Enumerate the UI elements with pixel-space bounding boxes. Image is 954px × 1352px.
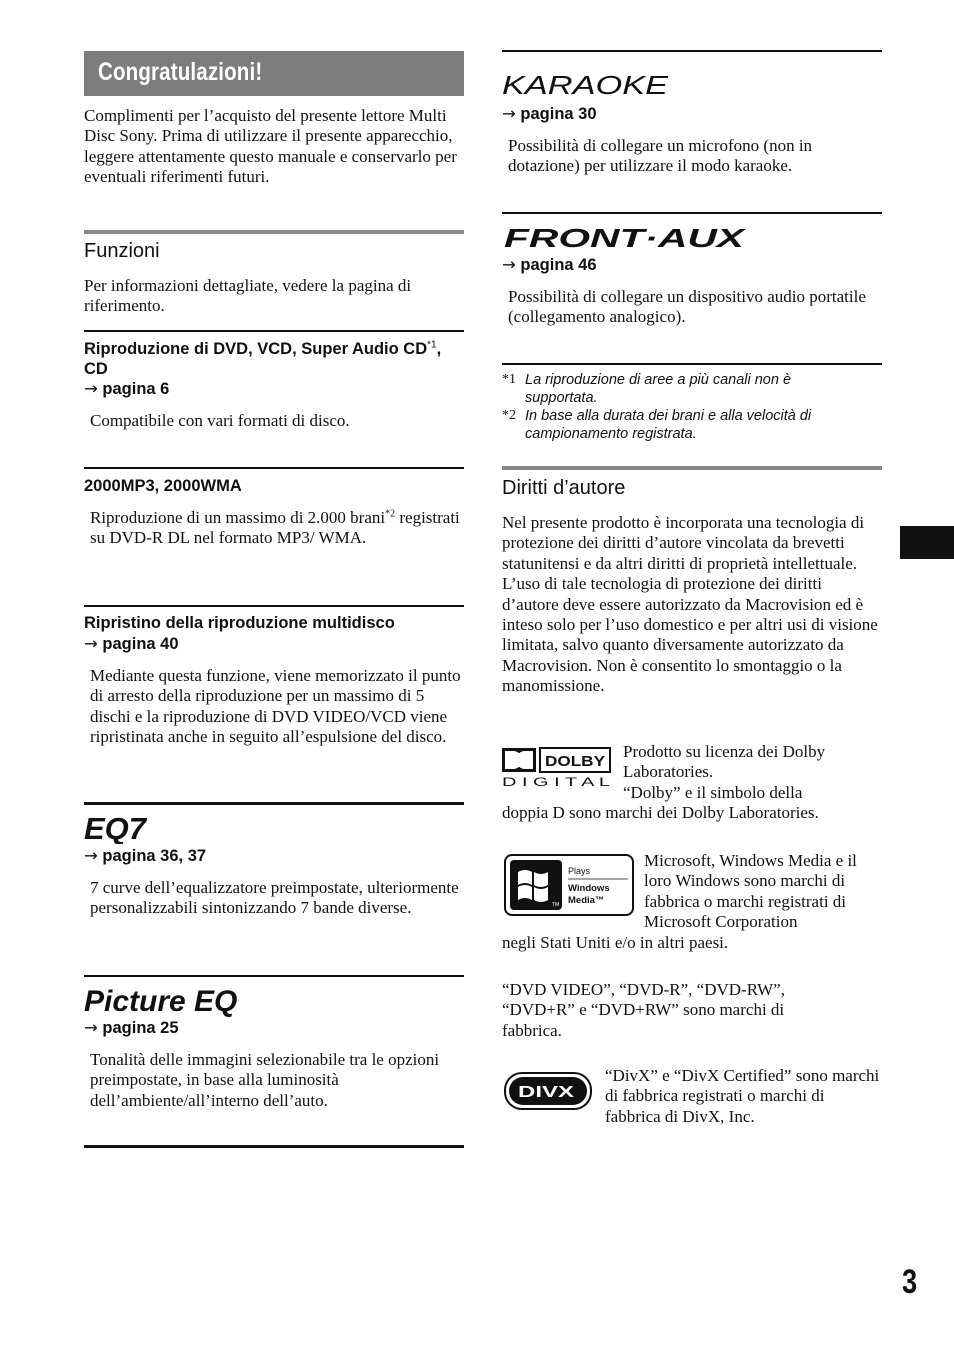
divx-logo bbox=[504, 1072, 592, 1112]
feature-rule bbox=[84, 467, 464, 469]
dvd-title-suffix: , CD bbox=[84, 340, 442, 378]
wm-logo-plays: Plays bbox=[568, 866, 591, 876]
windows-media-text-a: Microsoft, Windows Media e il loro Windows sono marchi di fabbrica o marchi registrati di Microsoft Corporation bbox=[644, 851, 857, 932]
eq7-logo-graphic bbox=[84, 812, 164, 844]
mp3-text-a: Riproduzione di un massimo di 2.000 brani bbox=[90, 508, 386, 527]
footnote-mark: *2 bbox=[385, 508, 396, 520]
karaoke-feature-text: Possibilità di collegare un microfono (non in dotazione) per utilizzare il modo karaoke. bbox=[508, 136, 813, 176]
funzioni-heading: Funzioni bbox=[84, 240, 160, 262]
dolby-logo bbox=[502, 746, 614, 788]
picture-eq-page-ref bbox=[84, 1018, 179, 1038]
page-ref-text: pagina 46 bbox=[520, 256, 597, 274]
intro-text: Complimenti per l’acquisto del presente lettore Multi Disc Sony. Prima di utilizzare il presente apparecchio, leggere attentamente questo manuale e conservarlo per eventuali riferimenti futuri. bbox=[84, 106, 457, 187]
arrow-icon: → bbox=[502, 255, 516, 274]
eq7-feature-text: 7 curve dell’equalizzatore preimpostate, ulteriormente personalizzabili sintonizzando 7 bande diverse. bbox=[90, 878, 459, 918]
section-rule bbox=[502, 466, 882, 470]
footnote-text: La riproduzione di aree a più canali non è supportata. bbox=[525, 372, 792, 406]
mp3-feature-text bbox=[90, 508, 462, 549]
resume-feature-text: Mediante questa funzione, viene memorizzato il punto di arresto della riproduzione per un massimo di 5 dischi e la riproduzione di DVD VIDEO/VCD viene ripristinata anche in seguito all’espulsione del disco. bbox=[90, 666, 461, 747]
picture-eq-logo-text: Picture EQ bbox=[84, 985, 238, 1017]
dolby-text-c: doppia D sono marchi dei Dolby Laboratories. bbox=[502, 803, 819, 822]
feature-rule bbox=[84, 975, 464, 977]
divx-logo-text: DIVX bbox=[518, 1084, 575, 1101]
dvd-feature-text: Compatibile con vari formati di disco. bbox=[90, 411, 350, 430]
wm-logo-windows: Windows bbox=[568, 883, 610, 894]
title-banner bbox=[84, 51, 464, 96]
karaoke-logo-text: KARAOKE bbox=[502, 70, 669, 100]
dolby-text-b: “Dolby” e il simbolo della bbox=[623, 783, 803, 802]
feature-rule bbox=[502, 50, 882, 52]
arrow-icon: → bbox=[84, 1018, 98, 1037]
dolby-logo-word: DOLBY bbox=[545, 753, 605, 770]
page-ref-text: pagina 6 bbox=[102, 380, 170, 398]
windows-media-text-b: negli Stati Uniti e/o in altri paesi. bbox=[502, 933, 729, 952]
front-aux-feature-text: Possibilità di collegare un dispositivo audio portatile (collegamento analogico). bbox=[508, 287, 866, 327]
front-aux-page-ref bbox=[502, 255, 597, 275]
footnote-mark: *1 bbox=[427, 339, 437, 351]
page-ref-text: pagina 40 bbox=[102, 635, 179, 653]
footnotes bbox=[502, 372, 882, 444]
arrow-icon: → bbox=[502, 104, 516, 123]
divx-logo-graphic bbox=[504, 1072, 592, 1112]
windows-media-logo-graphic bbox=[504, 854, 636, 918]
divx-text: “DivX” e “DivX Certified” sono marchi di fabbrica registrati o marchi di fabbrica di DivX, Inc. bbox=[605, 1066, 880, 1126]
windows-media-logo bbox=[504, 854, 636, 918]
footnote bbox=[502, 408, 882, 444]
footnote-mark: *2 bbox=[502, 408, 516, 423]
resume-feature-title: Ripristino della riproduzione multidisco bbox=[84, 614, 395, 632]
mp3-feature-title: 2000MP3, 2000WMA bbox=[84, 477, 242, 495]
diritti-heading: Diritti d’autore bbox=[502, 477, 626, 499]
picture-eq-feature-text: Tonalità delle immagini selezionabile tra le opzioni preimpostate, in base alla luminosità dell’ambiente/all’interno dell’auto. bbox=[90, 1050, 440, 1110]
dolby-text-a: Prodotto su licenza dei Dolby Laboratories. bbox=[623, 742, 826, 782]
feature-rule bbox=[84, 605, 464, 607]
page-number: 3 bbox=[902, 1263, 918, 1301]
karaoke-logo-graphic bbox=[502, 62, 672, 102]
front-aux-logo bbox=[502, 222, 752, 252]
footnote-mark: *1 bbox=[502, 372, 516, 387]
page-ref-text: pagina 30 bbox=[520, 105, 597, 123]
notes-rule bbox=[502, 363, 882, 365]
resume-page-ref bbox=[84, 634, 179, 654]
dolby-logo-sub: D I G I T A L bbox=[502, 775, 611, 788]
mp3-text-b: registrati su DVD-R DL nel formato MP3/ WMA. bbox=[90, 508, 460, 548]
bottom-rule bbox=[84, 1145, 464, 1148]
page-ref-text: pagina 25 bbox=[102, 1019, 179, 1037]
footnote-text: In base alla durata dei brani e alla velocità di campionamento registrata. bbox=[525, 408, 812, 442]
arrow-icon: → bbox=[84, 846, 98, 865]
page-title: Congratulazioni! bbox=[98, 58, 263, 86]
section-rule bbox=[84, 230, 464, 234]
feature-rule bbox=[502, 212, 882, 214]
feature-rule bbox=[84, 802, 464, 805]
front-aux-logo-graphic bbox=[502, 222, 752, 252]
front-aux-logo-text: FRONT·AUX bbox=[504, 223, 747, 252]
dvd-title-text: Riproduzione di DVD, VCD, Super Audio CD bbox=[84, 340, 428, 358]
feature-rule bbox=[84, 330, 464, 332]
wm-logo-media: Media™ bbox=[568, 895, 605, 906]
dolby-logo-graphic bbox=[502, 746, 614, 788]
eq7-page-ref bbox=[84, 846, 206, 866]
eq7-logo-text: EQ7 bbox=[84, 812, 147, 844]
eq7-logo bbox=[84, 812, 164, 844]
wm-logo-tm: TM bbox=[552, 902, 560, 908]
diritti-text: Nel presente prodotto è incorporata una tecnologia di protezione dei diritti d’autore vincolata da brevetti statunitensi e da altri diritti di proprietà intellettuale. L’uso di tale tecnologia di protezione dei diritti d’autore deve essere autorizzato da Macrovision ed è inteso solo per l’uso domestico e per altri usi di visione limitata, salvo quanto diversamente autorizzato da Macrovision. Non è consentito lo smontaggio o la manomissione. bbox=[502, 513, 878, 696]
karaoke-page-ref bbox=[502, 104, 597, 124]
page-ref-text: pagina 36, 37 bbox=[102, 847, 207, 865]
karaoke-logo bbox=[502, 62, 672, 102]
funzioni-text: Per informazioni dettagliate, vedere la pagina di riferimento. bbox=[84, 276, 412, 316]
section-tab-marker bbox=[900, 526, 954, 559]
footnote bbox=[502, 372, 882, 408]
picture-eq-logo-graphic bbox=[84, 983, 284, 1017]
arrow-icon: → bbox=[84, 634, 98, 653]
dvd-trademarks-text: “DVD VIDEO”, “DVD-R”, “DVD-RW”, “DVD+R” e “DVD+RW” sono marchi di fabbrica. bbox=[502, 980, 785, 1040]
dvd-page-ref bbox=[84, 379, 169, 399]
dvd-feature-title bbox=[84, 339, 460, 379]
picture-eq-logo bbox=[84, 983, 284, 1017]
arrow-icon: → bbox=[84, 379, 98, 398]
